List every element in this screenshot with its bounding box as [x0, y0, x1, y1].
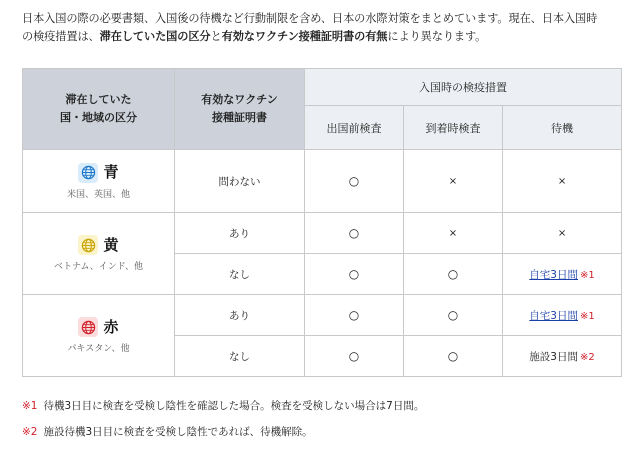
pre-departure-cell: ○ — [305, 213, 404, 254]
footnote-ref: ※1 — [579, 269, 595, 281]
region-name: 赤 — [103, 317, 119, 336]
table-row — [23, 150, 622, 213]
footnote-mark: ※1 — [22, 400, 38, 412]
region-red — [23, 295, 175, 377]
pre-departure-cell: ○ — [305, 336, 404, 377]
footnote-1 — [22, 398, 424, 413]
header-pre-departure: 出国前検査 — [305, 106, 404, 150]
arrival-test-cell: × — [404, 213, 503, 254]
footnote-text: 待機3日目に検査を受検し陰性を確認した場合。検査を受検しない場合は7日間。 — [43, 400, 425, 412]
arrival-test-cell: ○ — [404, 336, 503, 377]
quarantine-cell: × — [503, 213, 622, 254]
home-quarantine-link[interactable]: 自宅3日間 — [529, 309, 578, 322]
quarantine-cell — [503, 254, 622, 295]
globe-icon — [78, 163, 98, 183]
footnote-ref: ※2 — [579, 351, 595, 363]
quarantine-cell — [503, 336, 622, 377]
header-measures-group: 入国時の検疫措置 — [305, 69, 622, 106]
quarantine-cell: × — [503, 150, 622, 213]
region-name: 青 — [103, 163, 119, 181]
header-quarantine: 待機 — [503, 106, 622, 150]
vaccine-cell: なし — [175, 336, 305, 377]
header-vaccine: 有効なワクチン 接種証明書 — [175, 69, 305, 150]
vaccine-cell: なし — [175, 254, 305, 295]
region-examples: ベトナム、インド、他 — [53, 262, 143, 272]
table-row — [23, 295, 622, 336]
quarantine-table — [22, 68, 622, 377]
vaccine-cell: あり — [175, 213, 305, 254]
footnote-2 — [22, 424, 313, 439]
footnote-mark: ※2 — [22, 426, 38, 438]
arrival-test-cell: ○ — [404, 254, 503, 295]
globe-icon — [78, 235, 98, 255]
quarantine-cell — [503, 295, 622, 336]
region-name: 黄 — [103, 235, 119, 254]
globe-icon — [78, 317, 98, 337]
home-quarantine-link[interactable]: 自宅3日間 — [529, 268, 578, 281]
intro-line-1: 日本入国の際の必要書類、入国後の待機など行動制限を含め、日本の水際対策をまとめています。現在、日本入国時 — [22, 12, 598, 25]
intro-emphasis-region: 滞在していた国の区分 — [99, 30, 211, 43]
region-examples: 米国、英国、他 — [66, 189, 130, 200]
intro-emphasis-vaccine: 有効なワクチン接種証明書の有無 — [221, 30, 388, 43]
vaccine-cell: 問わない — [175, 150, 305, 213]
facility-quarantine-text: 施設3日間 — [529, 350, 578, 363]
arrival-test-cell: × — [404, 150, 503, 213]
intro-tail: により異なります。 — [387, 30, 487, 43]
intro-line-2: の検疫措置は、 — [22, 30, 100, 43]
footnote-text: 施設待機3日目に検査を受検し陰性であれば、待機解除。 — [43, 426, 313, 438]
intro-connector: と — [210, 30, 222, 43]
region-blue — [23, 150, 175, 213]
table-row — [23, 213, 622, 254]
region-examples: パキスタン、他 — [67, 344, 130, 354]
header-region: 滞在していた 国・地域の区分 — [23, 69, 175, 150]
arrival-test-cell: ○ — [404, 295, 503, 336]
pre-departure-cell: ○ — [305, 150, 404, 213]
pre-departure-cell: ○ — [305, 254, 404, 295]
header-arrival-test: 到着時検査 — [404, 106, 503, 150]
intro-text — [22, 10, 622, 46]
footnote-ref: ※1 — [579, 310, 595, 322]
vaccine-cell: あり — [175, 295, 305, 336]
pre-departure-cell: ○ — [305, 295, 404, 336]
region-yellow — [23, 213, 175, 295]
